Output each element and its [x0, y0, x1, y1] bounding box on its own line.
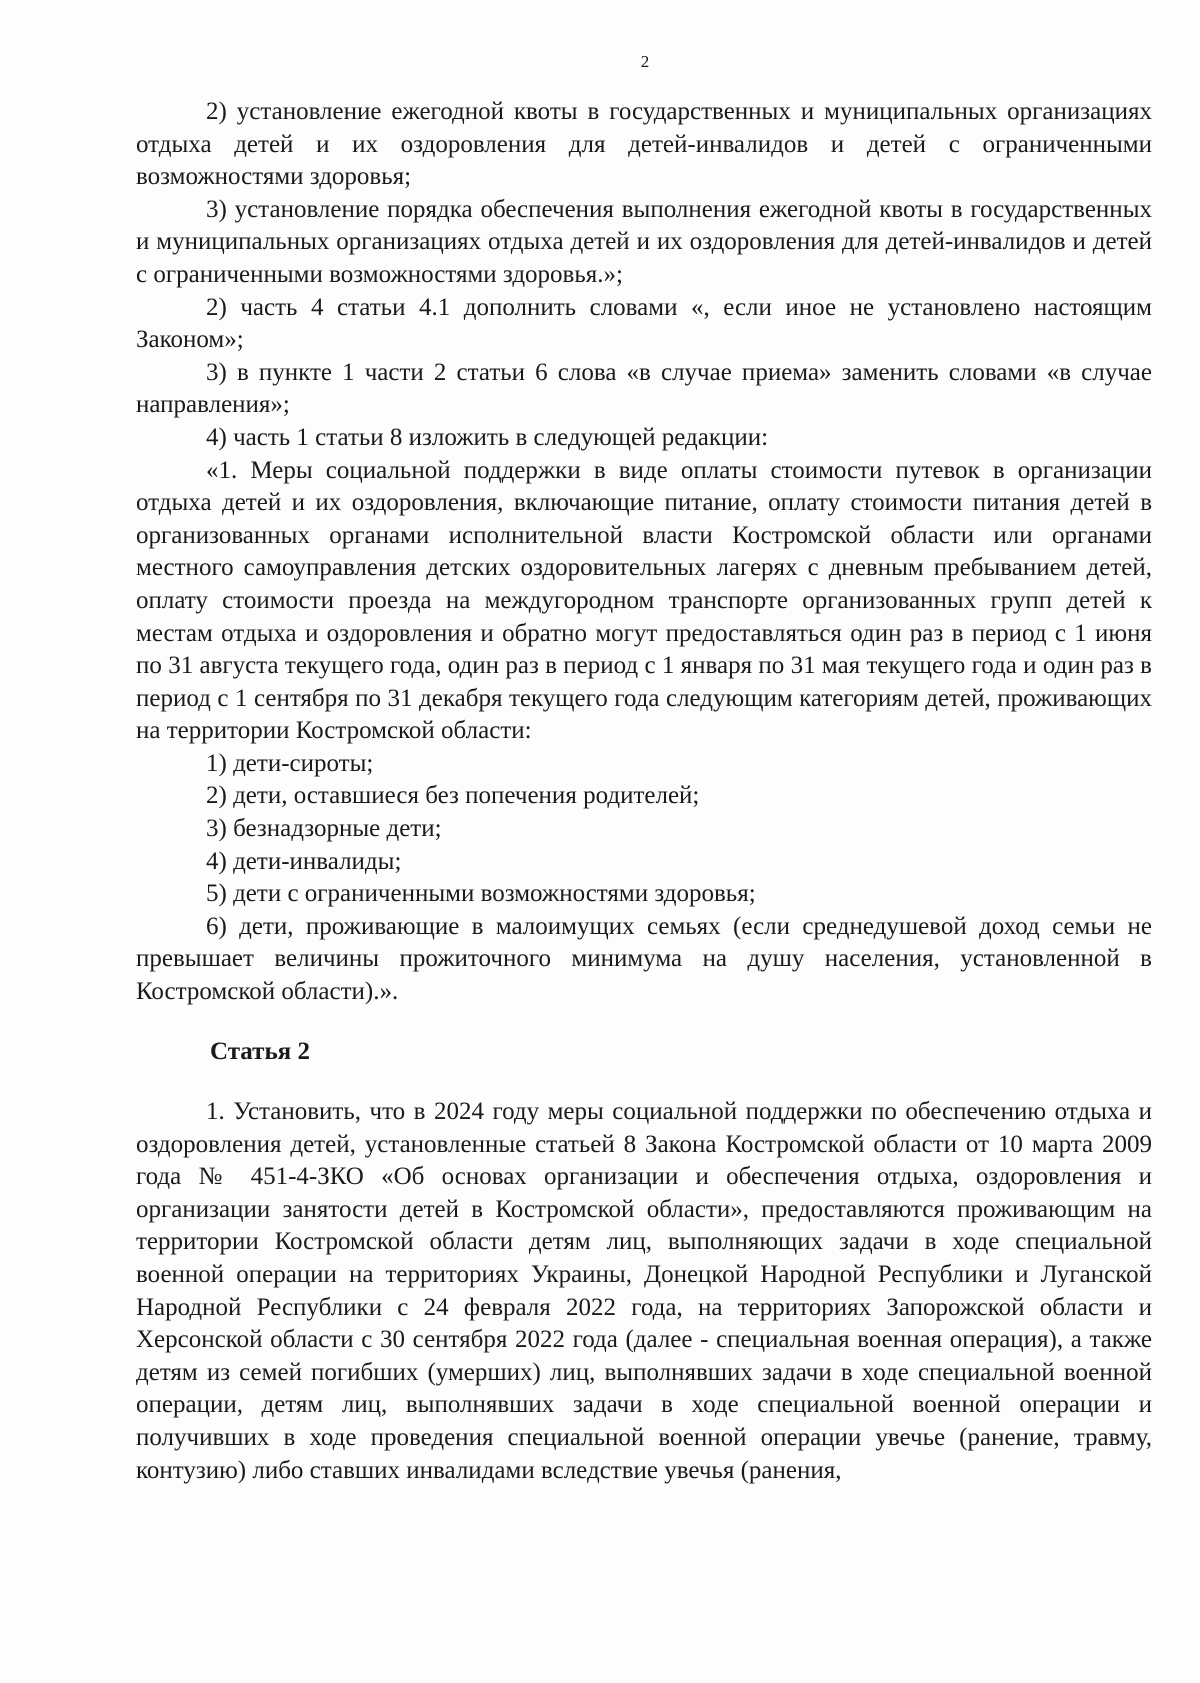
- list-item: 3) безнадзорные дети;: [206, 815, 442, 843]
- article-text: [136, 1096, 1152, 1487]
- paragraph: 1. Установить, что в 2024 году меры социальной поддержки по обеспечению отдыха и оздоровления детей, установленные статьей 8 Закона Костромской области от 10 марта 2009 года № 451-4-ЗКО «Об основах организации и обеспечения отдыха, оздоровления и организации занятости детей в Костромской области», предоставляются проживающим на территории Костромской области детям лиц, выполняющих задачи в ходе специальной военной операции на территориях Украины, Донецкой Народной Республики и Луганской Народной Республики с 24 февраля 2022 года, на территориях Запорожской области и Херсонской области с 30 сентября 2022 года (далее - специальная военная операция), а также детям из семей погибших (умерших) лиц, выполнявших задачи в ходе специальной военной операции, детям лиц, выполнявших задачи в ходе специальной военной операции и получивших в ходе проведения специальной военной операции увечье (ранение, травму, контузию) либо ставших инвалидами вследствие увечья (ранения,: [136, 1098, 1152, 1484]
- list-item: 6) дети, проживающие в малоимущих семьях (если среднедушевой доход семьи не превышает величины прожиточного минимума на душу населения, установленной в Костромской области).».: [136, 912, 1152, 1006]
- article-heading: Статья 2: [210, 1038, 310, 1065]
- list-item: 1) дети-сироты;: [206, 749, 374, 777]
- paragraph: 3) в пункте 1 части 2 статьи 6 слова «в случае приема» заменить словами «в случае направления»;: [136, 358, 1152, 419]
- list-item: 4) дети-инвалиды;: [206, 847, 402, 875]
- page-number: 2: [640, 52, 650, 71]
- list-item: 2) дети, оставшиеся без попечения родителей;: [206, 782, 700, 810]
- amendment-text: [136, 96, 1152, 1009]
- list-item: 5) дети с ограниченными возможностями здоровья;: [206, 880, 756, 908]
- paragraph: «1. Меры социальной поддержки в виде оплаты стоимости путевок в организации отдыха детей и их оздоровления, включающие питание, оплату стоимости питания детей в организованных органами исполнительной власти Костромской области или органами местного самоуправления детских оздоровительных лагерях с дневным пребыванием детей, оплату стоимости проезда на междугородном транспорте организованных групп детей к местам отдыха и оздоровления и обратно могут предоставляться один раз в период с 1 июня по 31 августа текущего года, один раз в период с 1 января по 31 мая текущего года и один раз в период с 1 сентября по 31 декабря текущего года следующим категориям детей, проживающих на территории Костромской области:: [136, 456, 1152, 745]
- paragraph: 2) установление ежегодной квоты в государственных и муниципальных организациях отдыха детей и их оздоровления для детей-инвалидов и детей с ограниченными возможностями здоровья;: [136, 98, 1152, 191]
- paragraph: 4) часть 1 статьи 8 изложить в следующей редакции:: [206, 423, 769, 451]
- paragraph: 3) установление порядка обеспечения выполнения ежегодной квоты в государственных и муниципальных организациях отдыха детей и их оздоровления для детей-инвалидов и детей с ограниченными возможностями здоровья.»;: [136, 195, 1152, 288]
- paragraph: 2) часть 4 статьи 4.1 дополнить словами «, если иное не установлено настоящим Законом»;: [136, 293, 1152, 354]
